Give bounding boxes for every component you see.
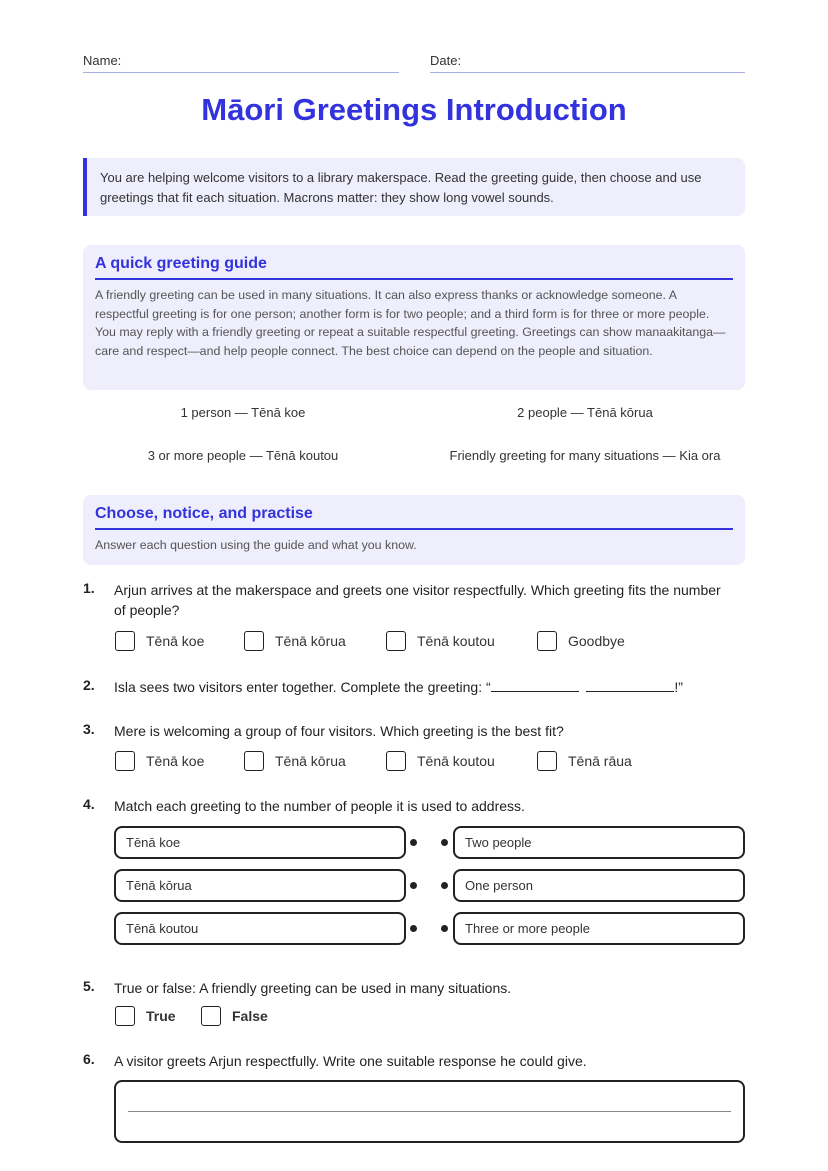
- q2-blank-1[interactable]: [491, 677, 579, 692]
- name-field[interactable]: [83, 72, 399, 73]
- question-text: A visitor greets Arjun respectfully. Write one suitable response he could give.: [114, 1053, 587, 1069]
- q2-text-after: !”: [674, 679, 683, 695]
- checkbox[interactable]: [386, 631, 406, 651]
- question-text: [114, 677, 744, 697]
- page-title: Māori Greetings Introduction: [201, 92, 627, 127]
- checkbox[interactable]: [115, 1006, 135, 1026]
- q3-option-tena-raua[interactable]: [537, 751, 632, 771]
- checkbox[interactable]: [115, 751, 135, 771]
- option-label: False: [232, 1008, 268, 1024]
- q5-option-false[interactable]: [201, 1006, 268, 1026]
- q2-text-before: Isla sees two visitors enter together. Complete the greeting: “: [114, 679, 491, 695]
- checkbox[interactable]: [537, 631, 557, 651]
- practice-subtitle: Answer each question using the guide and what you know.: [95, 538, 417, 552]
- practice-title: Choose, notice, and practise: [95, 505, 733, 530]
- checkbox[interactable]: [201, 1006, 221, 1026]
- option-label: Tēnā kōrua: [275, 633, 346, 649]
- q5-option-true[interactable]: [115, 1006, 176, 1026]
- date-field[interactable]: [430, 72, 745, 73]
- answer-line: [128, 1111, 731, 1112]
- question-number: 3.: [83, 721, 95, 737]
- option-label: Tēnā koe: [146, 753, 205, 769]
- match-left-dot[interactable]: [410, 839, 417, 846]
- name-label: Name:: [83, 53, 122, 68]
- match-left-dot[interactable]: [410, 925, 417, 932]
- guide-title: A quick greeting guide: [95, 255, 733, 280]
- match-right-item[interactable]: One person: [453, 869, 745, 902]
- match-left-item[interactable]: Tēnā koutou: [114, 912, 406, 945]
- match-right-dot[interactable]: [441, 839, 448, 846]
- q6-answer-box[interactable]: [114, 1080, 745, 1143]
- q3-option-tena-koutou[interactable]: [386, 751, 495, 771]
- question-number: 2.: [83, 677, 95, 693]
- option-label: Tēnā koutou: [417, 753, 495, 769]
- option-label: Tēnā rāua: [568, 753, 632, 769]
- checkbox[interactable]: [244, 631, 264, 651]
- question-number: 6.: [83, 1051, 95, 1067]
- q3-option-tena-koe[interactable]: [115, 751, 204, 771]
- practice-panel: [83, 495, 745, 565]
- match-right-item[interactable]: Three or more people: [453, 912, 745, 945]
- question-number: 1.: [83, 580, 95, 596]
- match-right-item[interactable]: Two people: [453, 826, 745, 859]
- q1-option-tena-korua[interactable]: [244, 631, 346, 651]
- question-text: Arjun arrives at the makerspace and greets one visitor respectfully. Which greeting fits the number of people?: [114, 582, 721, 618]
- guide-item-one-person: 1 person — Tēnā koe: [180, 405, 306, 420]
- checkbox[interactable]: [537, 751, 557, 771]
- greeting-guide-panel: [83, 245, 745, 390]
- option-label: Tēnā kōrua: [275, 753, 346, 769]
- intro-callout: You are helping welcome visitors to a library makerspace. Read the greeting guide, then choose and use greetings that fit each situation. Macrons matter: they show long vowel sounds.: [83, 158, 745, 216]
- option-label: Goodbye: [568, 633, 625, 649]
- question-number: 5.: [83, 978, 95, 994]
- guide-item-two-people: 2 people — Tēnā kōrua: [517, 405, 653, 420]
- guide-body: A friendly greeting can be used in many situations. It can also express thanks or acknowledge someone. A respectful greeting is for one person; another form is for two people; and a third form is for three or more people. You may reply with a friendly greeting or repeat a suitable respectful greeting. Greetings can show manaakitanga—care and respect—and help people connect. The best choice can depend on the people and situation.: [95, 288, 726, 359]
- guide-item-three-people: 3 or more people — Tēnā koutou: [147, 448, 339, 463]
- match-right-dot[interactable]: [441, 925, 448, 932]
- q3-option-tena-korua[interactable]: [244, 751, 346, 771]
- question-number: 4.: [83, 796, 95, 812]
- option-label: Tēnā koe: [146, 633, 205, 649]
- match-left-item[interactable]: Tēnā koe: [114, 826, 406, 859]
- q1-option-goodbye[interactable]: [537, 631, 625, 651]
- option-label: Tēnā koutou: [417, 633, 495, 649]
- guide-item-friendly: Friendly greeting for many situations — Kia ora: [449, 448, 721, 463]
- question-text: Mere is welcoming a group of four visitors. Which greeting is the best fit?: [114, 723, 564, 739]
- match-left-dot[interactable]: [410, 882, 417, 889]
- checkbox[interactable]: [115, 631, 135, 651]
- q1-option-tena-koutou[interactable]: [386, 631, 495, 651]
- option-label: True: [146, 1008, 176, 1024]
- match-right-dot[interactable]: [441, 882, 448, 889]
- checkbox[interactable]: [386, 751, 406, 771]
- question-text: Match each greeting to the number of people it is used to address.: [114, 798, 525, 814]
- date-label: Date:: [430, 53, 462, 68]
- q1-option-tena-koe[interactable]: [115, 631, 204, 651]
- question-text: True or false: A friendly greeting can be used in many situations.: [114, 980, 512, 996]
- checkbox[interactable]: [244, 751, 264, 771]
- q2-blank-2[interactable]: [586, 677, 674, 692]
- match-left-item[interactable]: Tēnā kōrua: [114, 869, 406, 902]
